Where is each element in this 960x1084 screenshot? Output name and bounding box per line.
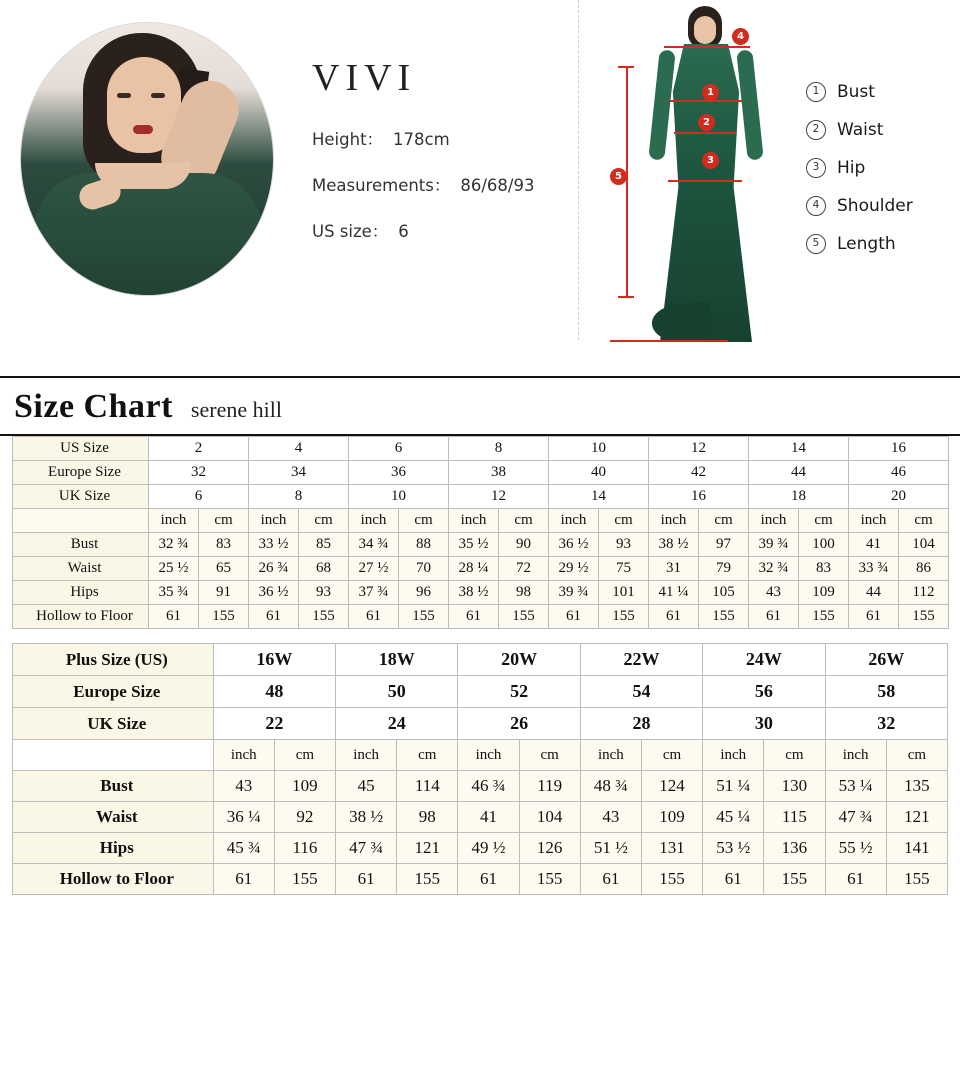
data-cell: 112	[899, 581, 949, 605]
model-height-label: Height：	[312, 130, 384, 149]
unit-cell: cm	[886, 740, 947, 771]
data-cell: 61	[449, 605, 499, 629]
header-cell: 14	[549, 485, 649, 509]
data-cell: 33 ½	[249, 533, 299, 557]
header-cell: 42	[649, 461, 749, 485]
header-cell: 10	[349, 485, 449, 509]
data-cell: 135	[886, 771, 947, 802]
data-cell: 155	[699, 605, 749, 629]
data-cell: 155	[299, 605, 349, 629]
legend-label-length: Length	[837, 234, 896, 254]
model-lips	[133, 125, 153, 134]
data-cell: 109	[641, 802, 702, 833]
legend-item-shoulder	[806, 196, 913, 216]
data-cell: 39 ¾	[749, 533, 799, 557]
unit-cell: cm	[599, 509, 649, 533]
header-cell: 26W	[825, 644, 947, 676]
row-label: Plus Size (US)	[13, 644, 214, 676]
data-cell: 115	[764, 802, 825, 833]
data-cell: 29 ½	[549, 557, 599, 581]
standard-size-table	[12, 436, 949, 629]
data-cell: 61	[703, 864, 764, 895]
length-arrow-bottom-cap	[618, 296, 634, 298]
figure-marker-2: 2	[698, 114, 715, 131]
row-label: Bust	[13, 771, 214, 802]
legend-label-shoulder: Shoulder	[837, 196, 913, 216]
data-cell: 26 ¾	[249, 557, 299, 581]
bust-arrow	[670, 100, 742, 102]
table-row-us-size	[13, 437, 949, 461]
data-cell: 33 ¾	[849, 557, 899, 581]
data-cell: 114	[397, 771, 458, 802]
waist-arrow	[674, 132, 736, 134]
data-cell: 68	[299, 557, 349, 581]
data-cell: 124	[641, 771, 702, 802]
model-measurements-label: Measurements：	[312, 176, 451, 195]
legend-number-1: 1	[806, 82, 826, 102]
header-cell: 6	[349, 437, 449, 461]
vertical-divider	[578, 0, 580, 340]
figure-head	[688, 6, 722, 48]
header-cell: 2	[149, 437, 249, 461]
header-cell: 20W	[458, 644, 580, 676]
data-cell: 44	[849, 581, 899, 605]
plus-row-bust	[13, 771, 948, 802]
data-cell: 35 ½	[449, 533, 499, 557]
header-cell: 20	[849, 485, 949, 509]
data-cell: 155	[519, 864, 580, 895]
data-cell: 49 ½	[458, 833, 519, 864]
header-cell: 34	[249, 461, 349, 485]
standard-size-table-wrap	[0, 436, 960, 629]
data-cell: 121	[886, 802, 947, 833]
data-cell: 70	[399, 557, 449, 581]
data-cell: 155	[899, 605, 949, 629]
row-label: UK Size	[13, 708, 214, 740]
unit-cell: cm	[764, 740, 825, 771]
row-label: US Size	[13, 437, 149, 461]
data-cell: 47 ¾	[825, 802, 886, 833]
model-ussize-row	[312, 218, 592, 242]
data-cell: 104	[899, 533, 949, 557]
header-cell: 18	[749, 485, 849, 509]
hem-line	[610, 340, 728, 342]
data-cell: 155	[399, 605, 449, 629]
row-label: UK Size	[13, 485, 149, 509]
legend-label-bust: Bust	[837, 82, 875, 102]
legend-item-hip	[806, 158, 913, 178]
data-cell: 155	[764, 864, 825, 895]
model-ussize-value: 6	[398, 222, 409, 241]
hip-arrow	[668, 180, 742, 182]
data-cell: 96	[399, 581, 449, 605]
brand-name: VIVI	[312, 57, 417, 99]
header-cell: 50	[336, 676, 458, 708]
plus-row-hollow-to-floor	[13, 864, 948, 895]
data-cell: 116	[274, 833, 335, 864]
data-cell: 155	[274, 864, 335, 895]
row-label: Europe Size	[13, 676, 214, 708]
shoulder-arrow	[664, 46, 750, 48]
data-cell: 53 ½	[703, 833, 764, 864]
row-label: Waist	[13, 802, 214, 833]
data-cell: 61	[458, 864, 519, 895]
data-cell: 155	[599, 605, 649, 629]
legend-item-bust	[806, 82, 913, 102]
data-cell: 109	[274, 771, 335, 802]
unit-cell: inch	[649, 509, 699, 533]
data-cell: 43	[213, 771, 274, 802]
data-cell: 41	[849, 533, 899, 557]
data-cell: 51 ¼	[703, 771, 764, 802]
row-label: Hollow to Floor	[13, 864, 214, 895]
data-cell: 121	[397, 833, 458, 864]
data-cell: 61	[549, 605, 599, 629]
unit-cell: cm	[641, 740, 702, 771]
data-cell: 93	[599, 533, 649, 557]
data-cell: 93	[299, 581, 349, 605]
header-cell: 12	[449, 485, 549, 509]
legend-label-hip: Hip	[837, 158, 866, 178]
data-cell: 43	[749, 581, 799, 605]
data-cell: 51 ½	[580, 833, 641, 864]
plus-row-hips	[13, 833, 948, 864]
header-cell: 4	[249, 437, 349, 461]
data-cell: 65	[199, 557, 249, 581]
header-cell: 58	[825, 676, 947, 708]
data-cell: 119	[519, 771, 580, 802]
legend-number-2: 2	[806, 120, 826, 140]
row-label: Waist	[13, 557, 149, 581]
model-section	[0, 0, 960, 370]
unit-cell: cm	[274, 740, 335, 771]
unit-cell: inch	[349, 509, 399, 533]
data-cell: 88	[399, 533, 449, 557]
data-cell: 37 ¾	[349, 581, 399, 605]
legend-label-waist: Waist	[837, 120, 884, 140]
header-cell: 24W	[703, 644, 825, 676]
data-cell: 131	[641, 833, 702, 864]
data-cell: 61	[149, 605, 199, 629]
data-cell: 35 ¾	[149, 581, 199, 605]
header-cell: 24	[336, 708, 458, 740]
data-cell: 130	[764, 771, 825, 802]
header-cell: 40	[549, 461, 649, 485]
plus-row-uk-size	[13, 708, 948, 740]
header-cell: 6	[149, 485, 249, 509]
legend-item-length	[806, 234, 913, 254]
model-eye-right	[151, 93, 165, 98]
header-cell: 16	[649, 485, 749, 509]
header-cell: 54	[580, 676, 702, 708]
page-subtitle: serene hill	[190, 397, 282, 422]
table-row-bust	[13, 533, 949, 557]
unit-cell: inch	[749, 509, 799, 533]
data-cell: 34 ¾	[349, 533, 399, 557]
data-cell: 41 ¼	[649, 581, 699, 605]
data-cell: 61	[849, 605, 899, 629]
plus-row-size	[13, 644, 948, 676]
data-cell: 43	[580, 802, 641, 833]
header-cell: 48	[213, 676, 335, 708]
header-cell: 8	[449, 437, 549, 461]
measurement-figure	[590, 0, 810, 350]
data-cell: 105	[699, 581, 749, 605]
data-cell: 53 ¼	[825, 771, 886, 802]
length-arrow-top-cap	[618, 66, 634, 68]
model-eye-left	[117, 93, 131, 98]
plus-row-europe-size	[13, 676, 948, 708]
unit-cell: cm	[799, 509, 849, 533]
length-arrow	[626, 66, 628, 298]
header-cell: 46	[849, 461, 949, 485]
header-cell: 36	[349, 461, 449, 485]
data-cell: 31	[649, 557, 699, 581]
size-chart-title-bar	[0, 376, 960, 436]
figure-marker-1: 1	[702, 84, 719, 101]
data-cell: 61	[749, 605, 799, 629]
data-cell: 45 ¾	[213, 833, 274, 864]
data-cell: 101	[599, 581, 649, 605]
data-cell: 155	[886, 864, 947, 895]
row-label: Hips	[13, 581, 149, 605]
model-info-block	[312, 56, 592, 264]
data-cell: 91	[199, 581, 249, 605]
header-cell: 38	[449, 461, 549, 485]
data-cell: 100	[799, 533, 849, 557]
data-cell: 86	[899, 557, 949, 581]
unit-cell: inch	[449, 509, 499, 533]
data-cell: 136	[764, 833, 825, 864]
unit-cell: cm	[399, 509, 449, 533]
header-cell: 16W	[213, 644, 335, 676]
data-cell: 155	[199, 605, 249, 629]
data-cell: 83	[799, 557, 849, 581]
unit-cell: cm	[199, 509, 249, 533]
data-cell: 61	[336, 864, 397, 895]
model-height-row	[312, 126, 592, 150]
data-cell: 25 ½	[149, 557, 199, 581]
header-cell: 8	[249, 485, 349, 509]
data-cell: 32 ¾	[149, 533, 199, 557]
unit-cell: cm	[299, 509, 349, 533]
units-blank-cell	[13, 509, 149, 533]
header-cell: 32	[149, 461, 249, 485]
unit-cell: inch	[336, 740, 397, 771]
unit-cell: inch	[549, 509, 599, 533]
legend-list	[806, 82, 913, 272]
figure-sleeve-left	[648, 49, 675, 160]
header-cell: 32	[825, 708, 947, 740]
header-cell: 10	[549, 437, 649, 461]
data-cell: 98	[397, 802, 458, 833]
header-cell: 26	[458, 708, 580, 740]
header-cell: 12	[649, 437, 749, 461]
data-cell: 45	[336, 771, 397, 802]
unit-cell: inch	[213, 740, 274, 771]
unit-cell: inch	[849, 509, 899, 533]
table-row-units	[13, 509, 949, 533]
data-cell: 109	[799, 581, 849, 605]
table-row-hollow-to-floor	[13, 605, 949, 629]
data-cell: 41	[458, 802, 519, 833]
data-cell: 46 ¾	[458, 771, 519, 802]
data-cell: 75	[599, 557, 649, 581]
unit-cell: cm	[499, 509, 549, 533]
header-cell: 30	[703, 708, 825, 740]
model-photo-circle	[20, 22, 274, 296]
header-cell: 52	[458, 676, 580, 708]
data-cell: 27 ½	[349, 557, 399, 581]
data-cell: 38 ½	[649, 533, 699, 557]
legend-number-4: 4	[806, 196, 826, 216]
data-cell: 28 ¼	[449, 557, 499, 581]
model-photo	[21, 23, 273, 295]
legend-number-3: 3	[806, 158, 826, 178]
data-cell: 155	[799, 605, 849, 629]
data-cell: 61	[213, 864, 274, 895]
data-cell: 38 ½	[336, 802, 397, 833]
header-cell: 22W	[580, 644, 702, 676]
table-row-hips	[13, 581, 949, 605]
data-cell: 141	[886, 833, 947, 864]
plus-size-table	[12, 643, 948, 895]
legend-item-waist	[806, 120, 913, 140]
data-cell: 38 ½	[449, 581, 499, 605]
row-label: Bust	[13, 533, 149, 557]
model-height-value: 178cm	[393, 130, 450, 149]
plus-row-waist	[13, 802, 948, 833]
model-measurements-value: 86/68/93	[460, 176, 535, 195]
row-label: Europe Size	[13, 461, 149, 485]
row-label: Hips	[13, 833, 214, 864]
figure-sleeve-right	[736, 49, 763, 160]
data-cell: 61	[580, 864, 641, 895]
header-cell: 16	[849, 437, 949, 461]
data-cell: 126	[519, 833, 580, 864]
figure-marker-3: 3	[702, 152, 719, 169]
unit-cell: inch	[580, 740, 641, 771]
header-cell: 56	[703, 676, 825, 708]
data-cell: 47 ¾	[336, 833, 397, 864]
data-cell: 155	[499, 605, 549, 629]
unit-cell: inch	[249, 509, 299, 533]
unit-cell: inch	[825, 740, 886, 771]
data-cell: 61	[249, 605, 299, 629]
data-cell: 79	[699, 557, 749, 581]
data-cell: 55 ½	[825, 833, 886, 864]
data-cell: 61	[349, 605, 399, 629]
data-cell: 32 ¾	[749, 557, 799, 581]
figure-marker-4: 4	[732, 28, 749, 45]
table-separator	[0, 629, 960, 643]
data-cell: 90	[499, 533, 549, 557]
header-cell: 14	[749, 437, 849, 461]
data-cell: 45 ¼	[703, 802, 764, 833]
data-cell: 97	[699, 533, 749, 557]
row-label: Hollow to Floor	[13, 605, 149, 629]
data-cell: 36 ¼	[213, 802, 274, 833]
table-row-uk-size	[13, 485, 949, 509]
data-cell: 104	[519, 802, 580, 833]
table-row-europe-size	[13, 461, 949, 485]
header-cell: 22	[213, 708, 335, 740]
plus-size-table-wrap	[0, 643, 960, 895]
plus-row-units	[13, 740, 948, 771]
data-cell: 61	[825, 864, 886, 895]
unit-cell: cm	[699, 509, 749, 533]
figure-body	[652, 4, 760, 344]
data-cell: 48 ¾	[580, 771, 641, 802]
data-cell: 72	[499, 557, 549, 581]
header-cell: 28	[580, 708, 702, 740]
data-cell: 36 ½	[549, 533, 599, 557]
table-row-waist	[13, 557, 949, 581]
model-measurements-row	[312, 172, 592, 196]
data-cell: 155	[641, 864, 702, 895]
data-cell: 155	[397, 864, 458, 895]
data-cell: 39 ¾	[549, 581, 599, 605]
data-cell: 92	[274, 802, 335, 833]
unit-cell: cm	[519, 740, 580, 771]
data-cell: 61	[649, 605, 699, 629]
model-dress	[33, 173, 263, 296]
page-title: Size Chart	[14, 388, 173, 425]
data-cell: 83	[199, 533, 249, 557]
header-cell: 44	[749, 461, 849, 485]
data-cell: 98	[499, 581, 549, 605]
unit-cell: inch	[458, 740, 519, 771]
model-ussize-label: US size：	[312, 222, 389, 241]
figure-marker-5: 5	[610, 168, 627, 185]
data-cell: 85	[299, 533, 349, 557]
unit-cell: cm	[899, 509, 949, 533]
unit-cell: inch	[149, 509, 199, 533]
unit-cell: cm	[397, 740, 458, 771]
legend-number-5: 5	[806, 234, 826, 254]
data-cell: 36 ½	[249, 581, 299, 605]
unit-cell: inch	[703, 740, 764, 771]
units-blank-cell	[13, 740, 214, 771]
header-cell: 18W	[336, 644, 458, 676]
